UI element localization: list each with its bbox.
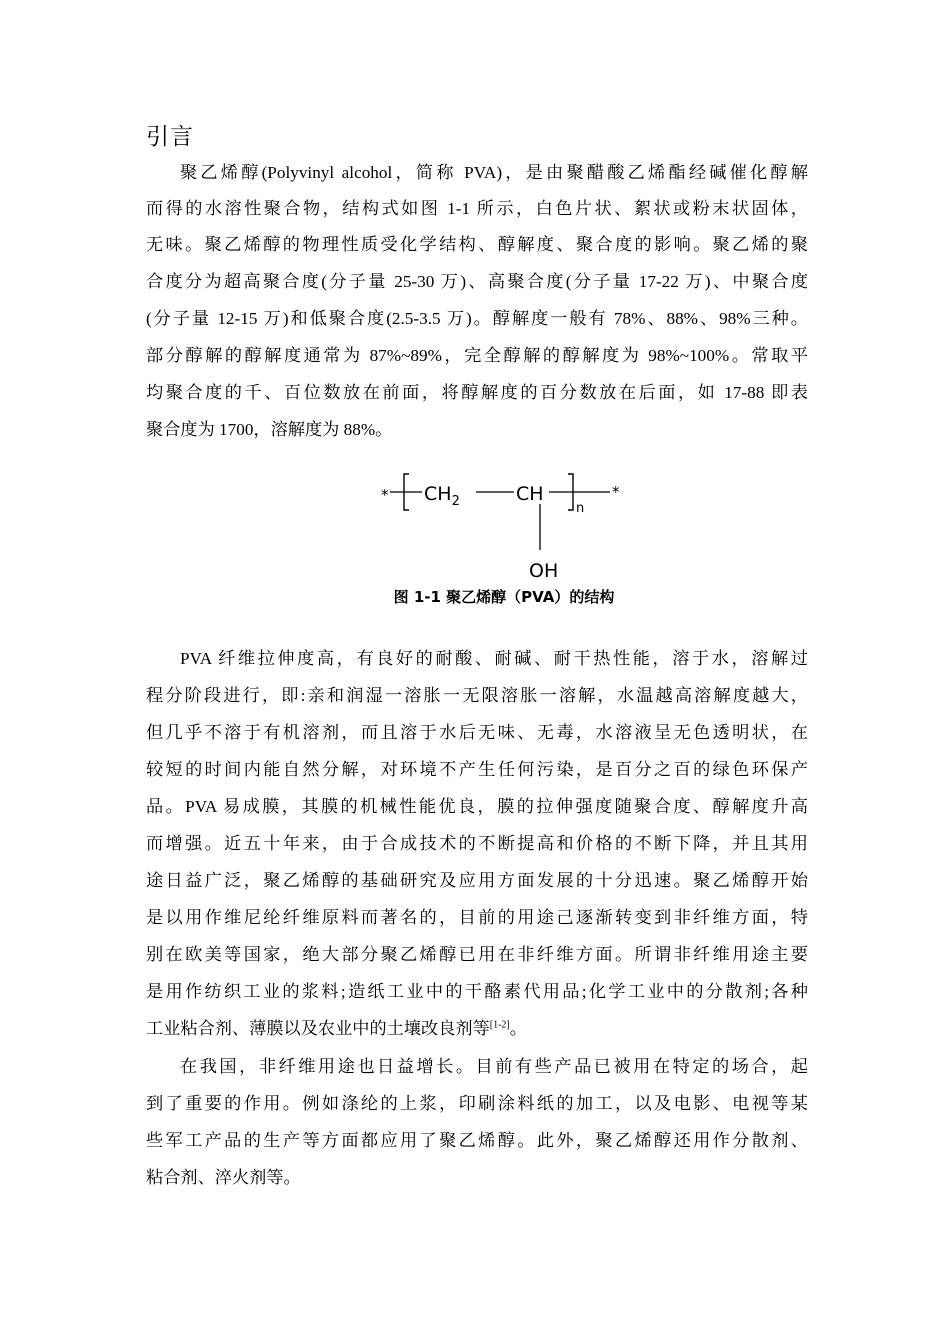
paragraph-2-line: PVA 纤维拉伸度高，有良好的耐酸、耐碱、耐干热性能，溶于水，溶解过 xyxy=(180,649,808,668)
paragraph-1-line: 而得的水溶性聚合物，结构式如图 1-1 所示，白色片状、絮状或粉末状固体， xyxy=(146,199,808,218)
paragraph-2-line: 较短的时间内能自然分解，对环境不产生任何污染，是百分之百的绿色环保产 xyxy=(146,760,808,779)
paragraph-2-line: 程分阶段进行，即:亲和润湿一溶胀一无限溶胀一溶解，水温越高溶解度越大， xyxy=(146,686,808,705)
citation-reference: [1-2] xyxy=(489,1019,510,1031)
repeat-count: n xyxy=(576,501,585,516)
ch-group: CH xyxy=(516,483,544,505)
paragraph-2-text: 工业粘合剂、薄膜以及农业中的土壤改良剂等 xyxy=(146,1019,490,1038)
paragraph-2-line: 别在欧美等国家，绝大部分聚乙烯醇已用在非纤维方面。所谓非纤维用途主要 xyxy=(146,945,808,964)
paragraph-3-line: 些军工产品的生产等方面都应用了聚乙烯醇。此外，聚乙烯醇还用作分散剂、 xyxy=(146,1131,808,1150)
paragraph-2-line: 品。PVA 易成膜，其膜的机械性能优良，膜的拉伸强度随聚合度、醇解度升高 xyxy=(146,797,808,816)
end-group-right: * xyxy=(612,483,620,501)
paragraph-3-line: 在我国，非纤维用途也日益增长。目前有些产品已被用在特定的场合，起 xyxy=(180,1057,808,1076)
paragraph-2-line: 途日益广泛，聚乙烯醇的基础研究及应用方面发展的十分迅速。聚乙烯醇开始 xyxy=(146,871,808,890)
paragraph-2-line: 是以用作维尼纶纤维原料而著名的，目前的用途己逐渐转变到非纤维方面，特 xyxy=(146,908,808,927)
paragraph-3-line: 到了重要的作用。例如涤纶的上浆，印刷涂料纸的加工，以及电影、电视等某 xyxy=(146,1094,808,1113)
structural-formula-drawing xyxy=(370,470,640,588)
paragraph-2-line: 但几乎不溶于有机溶剂，而且溶于水后无味、无毒，水溶液呈无色透明状，在 xyxy=(146,723,808,742)
paragraph-1-line: 部分醇解的醇解度通常为 87%~89%，完全醇解的醇解度为 98%~100%。常取平 xyxy=(146,346,808,365)
paragraph-1-line: (分子量 12-15 万)和低聚合度(2.5-3.5 万)。醇解度一般有 78%、88%、98%三种。 xyxy=(146,309,808,328)
paragraph-1-line: 均聚合度的千、百位数放在前面，将醇解度的百分数放在后面，如 17-88 即表 xyxy=(146,383,808,402)
end-group-left: * xyxy=(381,486,389,504)
paragraph-2-line: 是用作纺织工业的浆料;造纸工业中的干酪素代用品;化学工业中的分散剂;各种 xyxy=(146,982,808,1001)
paragraph-1-line: 无味。聚乙烯醇的物理性质受化学结构、醇解度、聚合度的影响。聚乙烯的聚 xyxy=(146,235,808,254)
oh-group: OH xyxy=(529,560,559,582)
paragraph-2-line: 而增强。近五十年来，由于合成技术的不断提高和价格的不断下降，并且其用 xyxy=(146,834,808,853)
paragraph-1-line: 聚乙烯醇(Polyvinyl alcohol，简称 PVA)，是由聚醋酸乙烯酯经碱催化醇解 xyxy=(180,163,808,182)
paragraph-1-line: 聚合度为 1700，溶解度为 88%。 xyxy=(146,420,393,439)
figure-caption: 图 1-1 聚乙烯醇（PVA）的结构 xyxy=(393,588,615,606)
paragraph-2-line xyxy=(146,1017,808,1041)
paragraph-3-line: 粘合剂、淬火剂等。 xyxy=(146,1168,301,1187)
paragraph-2-end: 。 xyxy=(509,1019,527,1038)
pva-structure-figure xyxy=(370,470,640,588)
section-heading: 引言 xyxy=(146,124,194,150)
ch2-group: $CH_2$ xyxy=(424,483,460,509)
paragraph-1-line: 合度分为超高聚合度(分子量 25-30 万)、高聚合度(分子量 17-22 万)、中聚合度 xyxy=(146,272,808,291)
